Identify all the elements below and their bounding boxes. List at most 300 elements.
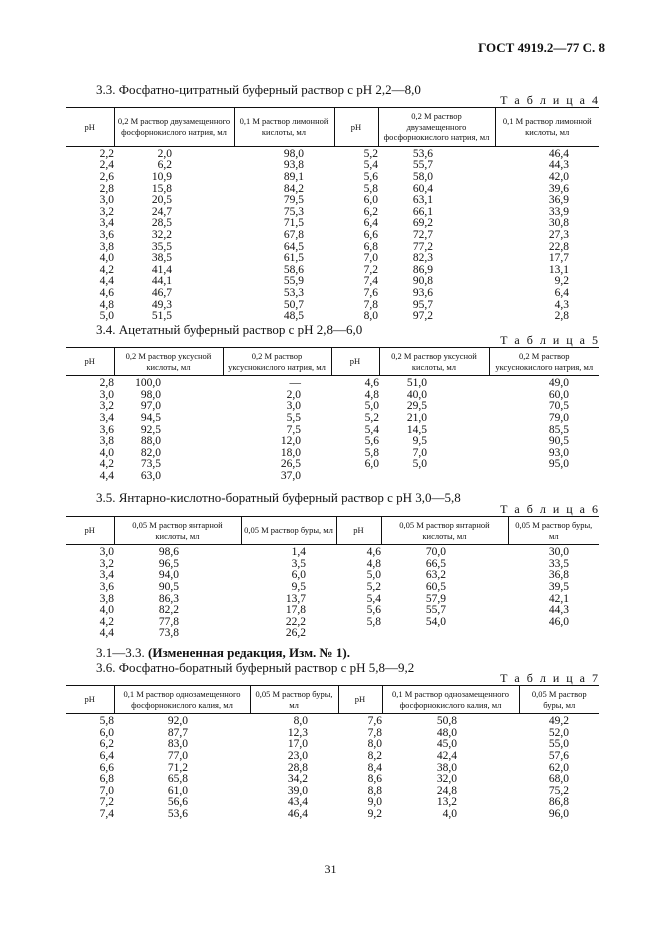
table-cell: 10,9	[151, 171, 172, 184]
table-row	[66, 739, 599, 751]
table-cell: 49,3	[151, 298, 172, 311]
table-row	[66, 545, 599, 559]
table-cell: 6,4	[363, 217, 378, 230]
table-cell: 86,8	[548, 796, 569, 809]
table-cell: 5,4	[366, 592, 381, 605]
table-row	[66, 184, 599, 196]
amendment-note: 3.1—3.3. (Измененная редакция, Изм. № 1).	[96, 645, 350, 660]
table-row	[66, 276, 599, 288]
table-cell	[331, 471, 379, 483]
table-label: Т а б л и ц а 6	[500, 502, 600, 516]
table-cell	[381, 628, 508, 640]
table-row	[66, 786, 599, 798]
table-cell: 8,6	[367, 773, 382, 786]
table-cell: 57,6	[548, 750, 569, 763]
table-cell: 3,8	[99, 240, 114, 253]
table-cell: 5,0	[364, 400, 379, 413]
table-cell: 98,0	[283, 147, 304, 160]
table-cell: 2,4	[99, 159, 114, 172]
table-cell: 8,4	[367, 761, 382, 774]
column-header: 0,2 М раствор двузамещенного фосфорнокислого натрия, мл	[114, 108, 234, 147]
table-cell: 6,0	[363, 194, 378, 207]
column-header: pH	[331, 348, 379, 376]
table-cell: 4,8	[366, 557, 381, 570]
column-header: pH	[336, 517, 381, 545]
table-cell: 22,2	[285, 615, 306, 628]
column-header: 0,05 М раствор буры, мл	[241, 517, 336, 545]
table-cell: 7,2	[99, 796, 114, 809]
table-cell: 5,4	[364, 423, 379, 436]
table-cell	[336, 628, 381, 640]
table-cell: 6,0	[99, 726, 114, 739]
table-cell: 23,0	[287, 750, 308, 763]
table-cell: 14,5	[406, 423, 427, 436]
table-cell: 36,8	[548, 569, 569, 582]
table-cell: 46,7	[151, 287, 172, 299]
table-cell: 94,5	[140, 412, 161, 425]
table-cell: 60,5	[425, 581, 446, 594]
table-cell: 30,0	[548, 546, 569, 559]
table-cell: 9,2	[554, 275, 569, 288]
table-cell: 5,2	[363, 147, 378, 160]
table-row	[66, 207, 599, 219]
table-cell: 2,0	[157, 147, 172, 160]
table-cell: 6,4	[554, 287, 569, 299]
table-cell: 93,0	[548, 446, 569, 459]
table-cell: 72,7	[412, 229, 433, 242]
table-cell: 53,3	[283, 287, 304, 299]
table-cell: 3,4	[99, 569, 114, 582]
table-cell: 42,1	[548, 592, 569, 605]
table-row	[66, 471, 599, 483]
table-cell: 4,2	[99, 615, 114, 628]
table-cell: 4,0	[442, 808, 457, 820]
table-cell: 3,8	[99, 435, 114, 448]
table-cell: 90,5	[158, 581, 179, 594]
table-row	[66, 413, 599, 425]
table-cell: 50,7	[283, 298, 304, 311]
column-header: 0,2 М раствор уксуснокислого натрия, мл	[223, 348, 331, 376]
table-cell: 15,8	[151, 182, 172, 195]
column-header: pH	[66, 686, 114, 714]
table-cell: 4,6	[366, 546, 381, 559]
section-heading: 3.6. Фосфатно-боратный буферный раствор с рН 5,8—9,2	[96, 660, 415, 675]
table-cell: 5,6	[366, 604, 381, 617]
table-cell: 26,5	[280, 458, 301, 471]
table-cell: 35,5	[151, 240, 172, 253]
table-cell: 6,8	[99, 773, 114, 786]
table-cell: 6,4	[99, 750, 114, 763]
table-cell: 3,0	[286, 400, 301, 413]
table-cell: 9,2	[367, 808, 382, 820]
table-cell	[508, 628, 599, 640]
column-header: 0,1 М раствор лимонной кислоты, мл	[495, 108, 599, 147]
buffer-table	[66, 107, 599, 323]
table-cell: 55,7	[412, 159, 433, 172]
table-cell: 96,0	[548, 808, 569, 820]
table-cell: 84,2	[283, 182, 304, 195]
table-cell: 3,6	[99, 423, 114, 436]
table-cell: 7,8	[363, 298, 378, 311]
table-cell: 13,2	[436, 796, 457, 809]
table-cell: 3,0	[99, 388, 114, 401]
table-row	[66, 288, 599, 300]
table-row	[66, 617, 599, 629]
table-cell: 2,6	[99, 171, 114, 184]
table-cell: 12,3	[287, 726, 308, 739]
table-cell: 5,5	[286, 412, 301, 425]
table-cell: 28,5	[151, 217, 172, 230]
table-cell: 3,4	[99, 412, 114, 425]
table-cell: 3,2	[99, 557, 114, 570]
table-cell: 7,4	[99, 808, 114, 820]
table-cell: 9,0	[367, 796, 382, 809]
table-cell: 13,7	[285, 592, 306, 605]
table-cell: 17,0	[287, 738, 308, 751]
table-label: Т а б л и ц а 5	[500, 333, 600, 347]
table-cell: 93,6	[412, 287, 433, 299]
table-cell: 55,7	[425, 604, 446, 617]
table-cell: 86,9	[412, 263, 433, 276]
table-row	[66, 728, 599, 740]
table-cell: 6,6	[99, 761, 114, 774]
table-cell: 7,0	[99, 784, 114, 797]
table-cell: 4,0	[99, 446, 114, 459]
table-cell: 8,8	[367, 784, 382, 797]
table-cell: 61,5	[283, 252, 304, 265]
table-cell: 6,6	[363, 229, 378, 242]
column-header: pH	[66, 348, 114, 376]
table-cell: 60,0	[548, 388, 569, 401]
table-cell: 82,3	[412, 252, 433, 265]
page-number: 31	[324, 862, 337, 876]
table-cell: 42,0	[548, 171, 569, 184]
table-row	[66, 605, 599, 617]
table-cell: 6,0	[291, 569, 306, 582]
table-row	[66, 809, 599, 821]
table-cell: 77,8	[158, 615, 179, 628]
table-cell: 3,2	[99, 400, 114, 413]
table-cell: 86,3	[158, 592, 179, 605]
table-row	[66, 300, 599, 312]
table-cell: 97,0	[140, 400, 161, 413]
table-cell: 60,4	[412, 182, 433, 195]
table-cell: 65,8	[167, 773, 188, 786]
table-cell: 28,8	[287, 761, 308, 774]
table-cell: 39,5	[548, 581, 569, 594]
table-cell	[489, 471, 599, 483]
table-cell: 4,3	[554, 298, 569, 311]
table-cell: 9,5	[291, 581, 306, 594]
table-cell	[379, 471, 489, 483]
table-cell: 42,4	[436, 750, 457, 763]
table-cell: 2,0	[286, 388, 301, 401]
table-cell: 4,6	[99, 287, 114, 299]
table-row	[66, 763, 599, 775]
table-cell: 87,7	[167, 726, 188, 739]
table-cell: 52,0	[548, 726, 569, 739]
table-cell: 41,4	[151, 263, 172, 276]
table-row	[66, 582, 599, 594]
table-cell: 17,7	[548, 252, 569, 265]
table-cell: 58,6	[283, 263, 304, 276]
table-cell: 51,0	[406, 377, 427, 390]
table-cell: 36,9	[548, 194, 569, 207]
table-cell: 5,0	[99, 310, 114, 323]
table-cell: 70,5	[548, 400, 569, 413]
column-header: pH	[66, 517, 114, 545]
table-cell: 46,0	[548, 615, 569, 628]
table-cell: 7,6	[367, 715, 382, 728]
column-header: 0,1 М раствор однозамещенного фосфорнокислого калия, мл	[382, 686, 519, 714]
table-cell: 85,5	[548, 423, 569, 436]
table-cell: 8,0	[363, 310, 378, 323]
table-cell: 90,8	[412, 275, 433, 288]
table-row	[66, 714, 599, 728]
table-cell: 79,0	[548, 412, 569, 425]
table-cell: 33,9	[548, 205, 569, 218]
table-cell: 2,8	[554, 310, 569, 323]
table-cell: 5,8	[366, 615, 381, 628]
table-cell: 64,5	[283, 240, 304, 253]
table-cell: 37,0	[280, 470, 301, 482]
table-cell: 77,0	[167, 750, 188, 763]
table-cell: 88,0	[140, 435, 161, 448]
column-header: pH	[66, 108, 114, 147]
table-cell: 4,8	[364, 388, 379, 401]
column-header: 0,05 М раствор буры, мл	[519, 686, 599, 714]
table-cell: 2,8	[99, 182, 114, 195]
table-cell: 5,4	[363, 159, 378, 172]
table-cell: 97,2	[412, 310, 433, 323]
table-cell: 39,6	[548, 182, 569, 195]
section-heading: 3.3. Фосфатно-цитратный буферный раствор с рН 2,2—8,0	[96, 82, 421, 97]
table-cell: 54,0	[425, 615, 446, 628]
table-cell: 69,2	[412, 217, 433, 230]
table-cell: 79,5	[283, 194, 304, 207]
table-cell: 3,0	[99, 194, 114, 207]
table-cell: 4,4	[99, 275, 114, 288]
table-cell: 82,0	[140, 446, 161, 459]
table-cell: 5,6	[363, 171, 378, 184]
table-cell: 39,0	[287, 784, 308, 797]
table-cell: 67,8	[283, 229, 304, 242]
table-cell: 2,2	[99, 147, 114, 160]
table-cell: 49,2	[548, 715, 569, 728]
table-label: Т а б л и ц а 7	[500, 671, 600, 685]
table-cell: 38,5	[151, 252, 172, 265]
table-row	[66, 160, 599, 172]
table-cell: 82,2	[158, 604, 179, 617]
table-cell: 5,2	[366, 581, 381, 594]
table-cell: 7,2	[363, 263, 378, 276]
table-cell: 3,0	[99, 546, 114, 559]
table-cell: 95,0	[548, 458, 569, 471]
table-cell: 45,0	[436, 738, 457, 751]
table-label: Т а б л и ц а 4	[500, 93, 600, 107]
table-cell: 27,3	[548, 229, 569, 242]
table-cell: 3,2	[99, 205, 114, 218]
table-cell: 17,8	[285, 604, 306, 617]
table-cell: 63,2	[425, 569, 446, 582]
table-cell: 58,0	[412, 171, 433, 184]
table-cell: 44,1	[151, 275, 172, 288]
table-row	[66, 797, 599, 809]
table-cell: 40,0	[406, 388, 427, 401]
table-cell: 55,0	[548, 738, 569, 751]
table-cell: 95,7	[412, 298, 433, 311]
table-cell: 63,1	[412, 194, 433, 207]
table-cell: 5,0	[366, 569, 381, 582]
table-cell: 46,4	[287, 808, 308, 820]
table-cell: 44,3	[548, 604, 569, 617]
table-cell: 6,0	[364, 458, 379, 471]
table-cell: 3,8	[99, 592, 114, 605]
table-cell: 68,0	[548, 773, 569, 786]
column-header: 0,2 М раствор двузамещенного фосфорнокислого натрия, мл	[378, 108, 495, 147]
table-cell: 4,2	[99, 458, 114, 471]
table-cell: 73,5	[140, 458, 161, 471]
table-cell: 92,0	[167, 715, 188, 728]
table-cell: 1,4	[291, 546, 306, 559]
table-cell: 5,0	[412, 458, 427, 471]
table-cell: 44,3	[548, 159, 569, 172]
table-cell: 2,8	[99, 377, 114, 390]
table-cell: 5,2	[364, 412, 379, 425]
table-cell: 4,4	[99, 627, 114, 640]
table-cell: 48,5	[283, 310, 304, 323]
table-row	[66, 376, 599, 390]
table-cell: 3,4	[99, 217, 114, 230]
table-cell: 8,0	[293, 715, 308, 728]
table-cell: 51,5	[151, 310, 172, 323]
table-cell: 5,6	[364, 435, 379, 448]
table-cell: 20,5	[151, 194, 172, 207]
table-cell: 53,6	[412, 147, 433, 160]
buffer-table	[66, 516, 599, 640]
table-cell: 55,9	[283, 275, 304, 288]
table-cell: 6,2	[157, 159, 172, 172]
table-cell: 7,8	[367, 726, 382, 739]
table-cell: 43,4	[287, 796, 308, 809]
table-cell: 26,2	[285, 627, 306, 640]
table-cell: 8,2	[367, 750, 382, 763]
table-cell: 75,2	[548, 784, 569, 797]
table-cell: 89,1	[283, 171, 304, 184]
table-cell: 75,3	[283, 205, 304, 218]
table-row	[66, 570, 599, 582]
table-cell: 34,2	[287, 773, 308, 786]
table-cell: 73,8	[158, 627, 179, 640]
table-cell: 7,0	[412, 446, 427, 459]
table-cell: 5,8	[99, 715, 114, 728]
column-header: 0,05 М раствор янтарной кислоты, мл	[114, 517, 241, 545]
table-row	[66, 628, 599, 640]
table-cell: 62,0	[548, 761, 569, 774]
table-cell: 38,0	[436, 761, 457, 774]
table-cell: 3,6	[99, 229, 114, 242]
page-header: ГОСТ 4919.2—77 С. 8	[478, 40, 605, 55]
table-cell: 98,0	[140, 388, 161, 401]
table-cell: 61,0	[167, 784, 188, 797]
table-row	[66, 146, 599, 160]
table-row	[66, 594, 599, 606]
column-header: 0,05 М раствор янтарной кислоты, мл	[381, 517, 508, 545]
column-header: pH	[338, 686, 382, 714]
table-row	[66, 195, 599, 207]
table-cell: 96,5	[158, 557, 179, 570]
table-cell: 21,0	[406, 412, 427, 425]
column-header: 0,2 М раствор уксусной кислоты, мл	[114, 348, 223, 376]
table-cell: 29,5	[406, 400, 427, 413]
column-header: 0,1 М раствор лимонной кислоты, мл	[234, 108, 334, 147]
table-cell: 6,8	[363, 240, 378, 253]
column-header: 0,2 М раствор уксуснокислого натрия, мл	[489, 348, 599, 376]
table-cell: 32,0	[436, 773, 457, 786]
buffer-table	[66, 685, 599, 821]
table-cell: 24,7	[151, 205, 172, 218]
table-cell: 71,2	[167, 761, 188, 774]
table-row	[66, 172, 599, 184]
table-cell: 6,2	[363, 205, 378, 218]
table-cell: 56,6	[167, 796, 188, 809]
buffer-table	[66, 347, 599, 483]
table-cell: 9,5	[412, 435, 427, 448]
table-cell: 3,6	[99, 581, 114, 594]
table-cell: 24,8	[436, 784, 457, 797]
table-cell: 8,0	[367, 738, 382, 751]
table-cell: 7,6	[363, 287, 378, 299]
table-cell: 3,5	[291, 557, 306, 570]
table-cell: 4,0	[99, 604, 114, 617]
table-cell: 4,6	[364, 377, 379, 390]
table-cell: 93,8	[283, 159, 304, 172]
table-cell: 63,0	[140, 470, 161, 482]
column-header: 0,1 М раствор однозамещенного фосфорнокислого калия, мл	[114, 686, 250, 714]
table-cell: 30,8	[548, 217, 569, 230]
table-row	[66, 218, 599, 230]
table-cell: 5,8	[363, 182, 378, 195]
table-cell: 33,5	[548, 557, 569, 570]
table-row	[66, 774, 599, 786]
table-cell: 98,6	[158, 546, 179, 559]
table-cell: 32,2	[151, 229, 172, 242]
table-row	[66, 230, 599, 242]
table-cell: 12,0	[280, 435, 301, 448]
column-header: 0,05 М раствор буры, мл	[250, 686, 338, 714]
table-cell: 100,0	[135, 377, 161, 390]
table-cell: 77,2	[412, 240, 433, 253]
table-cell: 70,0	[425, 546, 446, 559]
table-cell: 22,8	[548, 240, 569, 253]
table-cell: —	[289, 377, 301, 390]
table-cell: 6,2	[99, 738, 114, 751]
section-heading: 3.4. Ацетатный буферный раствор с рН 2,8—6,0	[96, 322, 363, 337]
table-cell: 18,0	[280, 446, 301, 459]
table-cell: 53,6	[167, 808, 188, 820]
table-cell: 90,5	[548, 435, 569, 448]
table-row	[66, 242, 599, 254]
column-header: 0,05 М раствор буры, мл	[508, 517, 599, 545]
table-row	[66, 265, 599, 277]
column-header: pH	[334, 108, 378, 147]
table-cell: 66,5	[425, 557, 446, 570]
table-cell: 7,0	[363, 252, 378, 265]
table-row	[66, 751, 599, 763]
table-cell: 46,4	[548, 147, 569, 160]
table-row	[66, 253, 599, 265]
table-cell: 7,4	[363, 275, 378, 288]
